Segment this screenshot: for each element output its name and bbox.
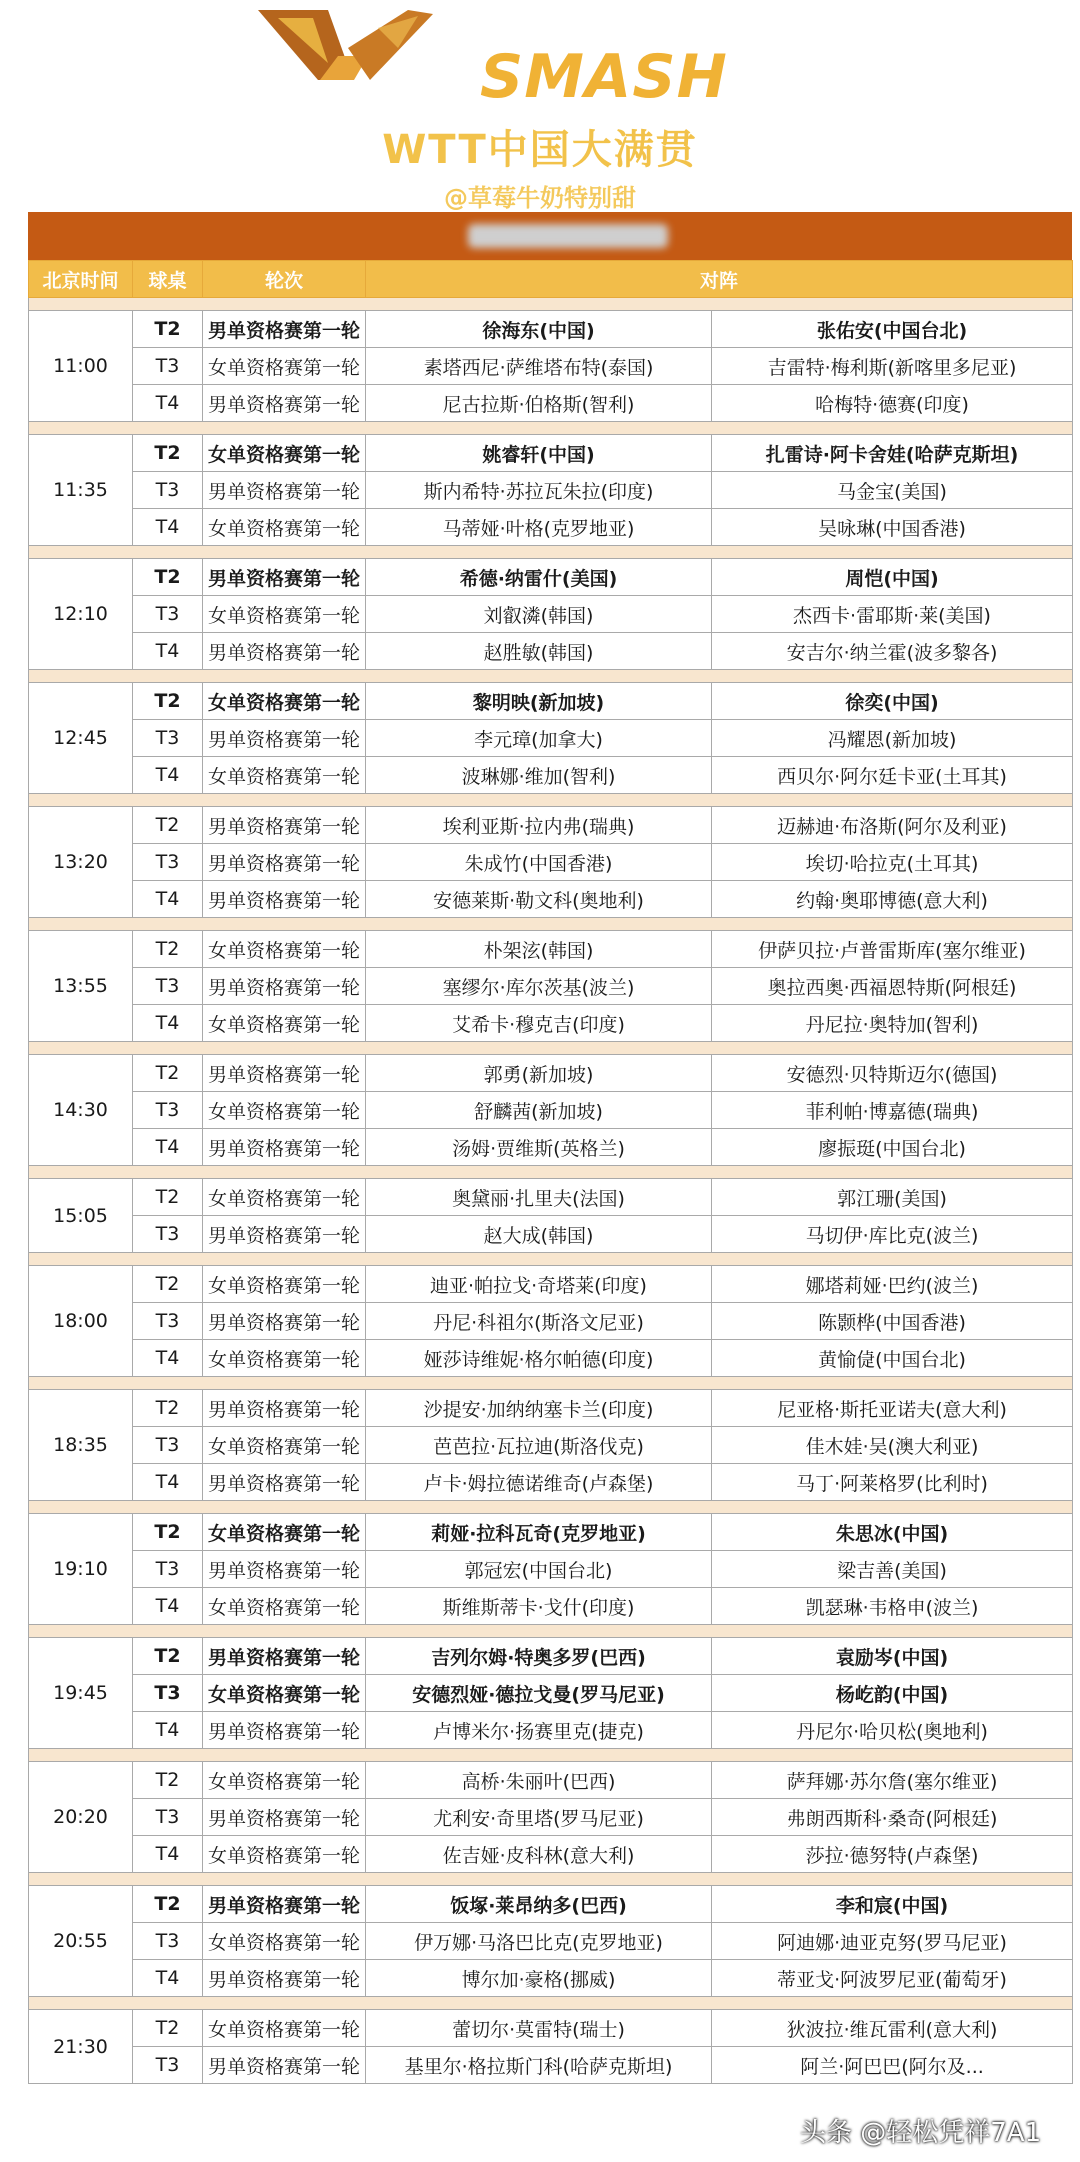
round-cell: 女单资格赛第一轮 [203, 2010, 366, 2047]
table-number-cell: T3 [133, 472, 203, 509]
round-cell: 女单资格赛第一轮 [203, 1340, 366, 1377]
table-row [29, 968, 1073, 1005]
table-number-cell: T3 [133, 968, 203, 1005]
player1-cell: 尤利安·奇里塔(罗马尼亚) [366, 1799, 712, 1836]
group-separator [29, 1997, 1073, 2010]
player2-cell: 安吉尔·纳兰霍(波多黎各) [712, 633, 1073, 670]
table-number-cell: T3 [133, 1303, 203, 1340]
table-row [29, 348, 1073, 385]
separator-cell [29, 1377, 1073, 1390]
player1-cell: 安德莱斯·勒文科(奥地利) [366, 881, 712, 918]
round-cell: 男单资格赛第一轮 [203, 1303, 366, 1340]
separator-cell [29, 546, 1073, 559]
player1-cell: 姚睿轩(中国) [366, 435, 712, 472]
table-row [29, 435, 1073, 472]
table-number-cell: T4 [133, 881, 203, 918]
player2-cell: 阿迪娜·迪亚克努(罗马尼亚) [712, 1923, 1073, 1960]
player1-cell: 埃利亚斯·拉内弗(瑞典) [366, 807, 712, 844]
table-row [29, 1960, 1073, 1997]
time-cell: 12:45 [29, 683, 133, 794]
table-number-cell: T3 [133, 1551, 203, 1588]
group-separator [29, 1166, 1073, 1179]
round-cell: 男单资格赛第一轮 [203, 472, 366, 509]
round-cell: 女单资格赛第一轮 [203, 931, 366, 968]
time-cell: 13:55 [29, 931, 133, 1042]
player2-cell: 廖振珽(中国台北) [712, 1129, 1073, 1166]
table-row [29, 683, 1073, 720]
time-cell: 19:10 [29, 1514, 133, 1625]
table-row [29, 1340, 1073, 1377]
round-cell: 男单资格赛第一轮 [203, 1216, 366, 1253]
player2-cell: 吴咏琳(中国香港) [712, 509, 1073, 546]
separator-cell [29, 1253, 1073, 1266]
table-number-cell: T4 [133, 385, 203, 422]
table-row [29, 559, 1073, 596]
player1-cell: 赵胜敏(韩国) [366, 633, 712, 670]
player1-cell: 饭塚·莱昂纳多(巴西) [366, 1886, 712, 1923]
group-separator [29, 1749, 1073, 1762]
round-cell: 女单资格赛第一轮 [203, 348, 366, 385]
player2-cell: 张佑安(中国台北) [712, 311, 1073, 348]
round-cell: 女单资格赛第一轮 [203, 1092, 366, 1129]
player1-cell: 波琳娜·维加(智利) [366, 757, 712, 794]
time-cell: 20:20 [29, 1762, 133, 1873]
round-cell: 女单资格赛第一轮 [203, 1588, 366, 1625]
time-cell: 14:30 [29, 1055, 133, 1166]
player2-cell: 弗朗西斯科·桑奇(阿根廷) [712, 1799, 1073, 1836]
player2-cell: 奥拉西奥·西福恩特斯(阿根廷) [712, 968, 1073, 1005]
table-row [29, 1836, 1073, 1873]
time-cell: 13:20 [29, 807, 133, 918]
brand-logo-text: SMASH [480, 42, 728, 112]
table-row [29, 1092, 1073, 1129]
round-cell: 女单资格赛第一轮 [203, 1266, 366, 1303]
player1-cell: 朱成竹(中国香港) [366, 844, 712, 881]
player2-cell: 萨拜娜·苏尔詹(塞尔维亚) [712, 1762, 1073, 1799]
table-row [29, 1799, 1073, 1836]
round-cell: 女单资格赛第一轮 [203, 435, 366, 472]
player1-cell: 汤姆·贾维斯(英格兰) [366, 1129, 712, 1166]
player1-cell: 吉列尔姆·特奥多罗(巴西) [366, 1638, 712, 1675]
time-cell: 18:35 [29, 1390, 133, 1501]
table-number-cell: T2 [133, 435, 203, 472]
group-separator [29, 1873, 1073, 1886]
group-separator [29, 1501, 1073, 1514]
separator-cell [29, 670, 1073, 683]
separator-cell [29, 1873, 1073, 1886]
player1-cell: 赵大成(韩国) [366, 1216, 712, 1253]
round-cell: 男单资格赛第一轮 [203, 968, 366, 1005]
table-number-cell: T3 [133, 720, 203, 757]
table-number-cell: T4 [133, 633, 203, 670]
round-cell: 男单资格赛第一轮 [203, 385, 366, 422]
player2-cell: 丹尼尔·哈贝松(奥地利) [712, 1712, 1073, 1749]
player2-cell: 郭江珊(美国) [712, 1179, 1073, 1216]
table-row [29, 1055, 1073, 1092]
table-row [29, 2047, 1073, 2084]
table-number-cell: T3 [133, 1427, 203, 1464]
player1-cell: 徐海东(中国) [366, 311, 712, 348]
table-number-cell: T2 [133, 931, 203, 968]
group-separator [29, 1253, 1073, 1266]
time-cell: 11:00 [29, 311, 133, 422]
group-separator [29, 1042, 1073, 1055]
player1-cell: 佐吉娅·皮科林(意大利) [366, 1836, 712, 1873]
separator-cell [29, 1749, 1073, 1762]
table-row [29, 1303, 1073, 1340]
round-cell: 女单资格赛第一轮 [203, 1836, 366, 1873]
player1-cell: 郭勇(新加坡) [366, 1055, 712, 1092]
table-number-cell: T4 [133, 1129, 203, 1166]
page-title: WTT中国大满贯 [382, 127, 698, 173]
table-number-cell: T4 [133, 1005, 203, 1042]
round-cell: 男单资格赛第一轮 [203, 1055, 366, 1092]
table-row [29, 757, 1073, 794]
table-row [29, 1514, 1073, 1551]
player1-cell: 沙提安·加纳纳塞卡兰(印度) [366, 1390, 712, 1427]
player1-cell: 斯维斯蒂卡·戈什(印度) [366, 1588, 712, 1625]
header-matchup: 对阵 [366, 261, 1073, 298]
round-cell: 女单资格赛第一轮 [203, 1427, 366, 1464]
table-number-cell: T4 [133, 1340, 203, 1377]
group-separator [29, 1625, 1073, 1638]
player1-cell: 娅莎诗维妮·格尔帕德(印度) [366, 1340, 712, 1377]
separator-cell [29, 1625, 1073, 1638]
player2-cell: 朱思冰(中国) [712, 1514, 1073, 1551]
separator-cell [29, 298, 1073, 311]
table-row [29, 1266, 1073, 1303]
player2-cell: 娜塔莉娅·巴约(波兰) [712, 1266, 1073, 1303]
round-cell: 男单资格赛第一轮 [203, 1638, 366, 1675]
table-number-cell: T3 [133, 596, 203, 633]
player1-cell: 伊万娜·马洛巴比克(克罗地亚) [366, 1923, 712, 1960]
table-number-cell: T2 [133, 1055, 203, 1092]
table-row [29, 311, 1073, 348]
player2-cell: 陈颢桦(中国香港) [712, 1303, 1073, 1340]
group-separator [29, 422, 1073, 435]
table-number-cell: T2 [133, 1514, 203, 1551]
player2-cell: 西贝尔·阿尔廷卡亚(土耳其) [712, 757, 1073, 794]
player1-cell: 奥黛丽·扎里夫(法国) [366, 1179, 712, 1216]
table-number-cell: T2 [133, 2010, 203, 2047]
player2-cell: 尼亚格·斯托亚诺夫(意大利) [712, 1390, 1073, 1427]
player2-cell: 梁吉善(美国) [712, 1551, 1073, 1588]
table-row [29, 807, 1073, 844]
header-round: 轮次 [203, 261, 366, 298]
player2-cell: 哈梅特·德赛(印度) [712, 385, 1073, 422]
table-number-cell: T2 [133, 807, 203, 844]
player1-cell: 艾希卡·穆克吉(印度) [366, 1005, 712, 1042]
author-handle: @草莓牛奶特别甜 [444, 184, 636, 212]
time-cell: 18:00 [29, 1266, 133, 1377]
round-cell: 女单资格赛第一轮 [203, 509, 366, 546]
player1-cell: 安德烈娅·德拉戈曼(罗马尼亚) [366, 1675, 712, 1712]
table-row [29, 881, 1073, 918]
player1-cell: 马蒂娅·叶格(克罗地亚) [366, 509, 712, 546]
round-cell: 女单资格赛第一轮 [203, 1514, 366, 1551]
player2-cell: 冯耀恩(新加坡) [712, 720, 1073, 757]
round-cell: 男单资格赛第一轮 [203, 1799, 366, 1836]
player2-cell: 周恺(中国) [712, 559, 1073, 596]
header-time: 北京时间 [29, 261, 133, 298]
time-cell: 12:10 [29, 559, 133, 670]
player1-cell: 李元璋(加拿大) [366, 720, 712, 757]
table-row [29, 1588, 1073, 1625]
time-cell: 21:30 [29, 2010, 133, 2084]
table-row [29, 931, 1073, 968]
player2-cell: 阿兰·阿巴巴(阿尔及... [712, 2047, 1073, 2084]
table-number-cell: T2 [133, 1762, 203, 1799]
table-row [29, 1390, 1073, 1427]
group-separator [29, 546, 1073, 559]
round-cell: 女单资格赛第一轮 [203, 1923, 366, 1960]
player1-cell: 素塔西尼·萨维塔布特(泰国) [366, 348, 712, 385]
separator-cell [29, 794, 1073, 807]
table-number-cell: T2 [133, 1179, 203, 1216]
player2-cell: 杰西卡·雷耶斯·莱(美国) [712, 596, 1073, 633]
table-number-cell: T2 [133, 559, 203, 596]
player2-cell: 莎拉·德努特(卢森堡) [712, 1836, 1073, 1873]
round-cell: 女单资格赛第一轮 [203, 1179, 366, 1216]
round-cell: 男单资格赛第一轮 [203, 844, 366, 881]
table-number-cell: T4 [133, 1836, 203, 1873]
player2-cell: 马丁·阿莱格罗(比利时) [712, 1464, 1073, 1501]
player1-cell: 卢博米尔·扬赛里克(捷克) [366, 1712, 712, 1749]
player1-cell: 基里尔·格拉斯门科(哈萨克斯坦) [366, 2047, 712, 2084]
table-number-cell: T3 [133, 2047, 203, 2084]
schedule-body [29, 298, 1073, 2084]
table-number-cell: T3 [133, 844, 203, 881]
table-number-cell: T4 [133, 1712, 203, 1749]
separator-cell [29, 1166, 1073, 1179]
table-row [29, 1762, 1073, 1799]
table-row [29, 1712, 1073, 1749]
table-row [29, 1216, 1073, 1253]
table-header-row [29, 261, 1073, 298]
round-cell: 男单资格赛第一轮 [203, 1129, 366, 1166]
table-row [29, 1923, 1073, 1960]
table-row [29, 596, 1073, 633]
player1-cell: 塞缪尔·库尔茨基(波兰) [366, 968, 712, 1005]
player2-cell: 佳木娃·吴(澳大利亚) [712, 1427, 1073, 1464]
round-cell: 男单资格赛第一轮 [203, 633, 366, 670]
table-number-cell: T2 [133, 1886, 203, 1923]
wtt-logo-icon [258, 8, 458, 88]
table-row [29, 1638, 1073, 1675]
player2-cell: 马金宝(美国) [712, 472, 1073, 509]
round-cell: 男单资格赛第一轮 [203, 559, 366, 596]
player2-cell: 凯瑟琳·韦格申(波兰) [712, 1588, 1073, 1625]
player2-cell: 约翰·奥耶博德(意大利) [712, 881, 1073, 918]
table-row [29, 1129, 1073, 1166]
separator-cell [29, 1997, 1073, 2010]
table-row [29, 1179, 1073, 1216]
player1-cell: 莉娅·拉科瓦奇(克罗地亚) [366, 1514, 712, 1551]
watermark: 头条 @轻松凭祥7A1 [800, 2118, 1042, 2148]
table-row [29, 385, 1073, 422]
player1-cell: 舒麟茜(新加坡) [366, 1092, 712, 1129]
round-cell: 女单资格赛第一轮 [203, 1675, 366, 1712]
table-number-cell: T4 [133, 509, 203, 546]
player1-cell: 芭芭拉·瓦拉迪(斯洛伐克) [366, 1427, 712, 1464]
round-cell: 女单资格赛第一轮 [203, 757, 366, 794]
player2-cell: 菲利帕·博嘉德(瑞典) [712, 1092, 1073, 1129]
banner-bar [28, 212, 1072, 260]
player2-cell: 扎雷诗·阿卡舍娃(哈萨克斯坦) [712, 435, 1073, 472]
player1-cell: 刘叡潾(韩国) [366, 596, 712, 633]
table-row [29, 509, 1073, 546]
table-row [29, 1886, 1073, 1923]
round-cell: 女单资格赛第一轮 [203, 596, 366, 633]
table-row [29, 1005, 1073, 1042]
round-cell: 男单资格赛第一轮 [203, 1886, 366, 1923]
player2-cell: 马切伊·库比克(波兰) [712, 1216, 1073, 1253]
group-separator [29, 670, 1073, 683]
round-cell: 男单资格赛第一轮 [203, 720, 366, 757]
table-row [29, 1464, 1073, 1501]
player1-cell: 黎明映(新加坡) [366, 683, 712, 720]
table-row [29, 472, 1073, 509]
table-row [29, 1427, 1073, 1464]
player2-cell: 徐奕(中国) [712, 683, 1073, 720]
round-cell: 男单资格赛第一轮 [203, 1712, 366, 1749]
round-cell: 男单资格赛第一轮 [203, 807, 366, 844]
player2-cell: 杨屹韵(中国) [712, 1675, 1073, 1712]
player2-cell: 蒂亚戈·阿波罗尼亚(葡萄牙) [712, 1960, 1073, 1997]
table-number-cell: T2 [133, 1390, 203, 1427]
separator-cell [29, 1501, 1073, 1514]
table-row [29, 1675, 1073, 1712]
table-row [29, 2010, 1073, 2047]
player1-cell: 尼古拉斯·伯格斯(智利) [366, 385, 712, 422]
table-number-cell: T4 [133, 757, 203, 794]
player2-cell: 袁励岑(中国) [712, 1638, 1073, 1675]
table-number-cell: T3 [133, 1923, 203, 1960]
round-cell: 男单资格赛第一轮 [203, 881, 366, 918]
round-cell: 女单资格赛第一轮 [203, 1762, 366, 1799]
table-number-cell: T4 [133, 1464, 203, 1501]
separator-cell [29, 1042, 1073, 1055]
table-number-cell: T2 [133, 1638, 203, 1675]
player1-cell: 高桥·朱丽叶(巴西) [366, 1762, 712, 1799]
table-row [29, 633, 1073, 670]
schedule-table [28, 260, 1073, 2084]
separator-cell [29, 422, 1073, 435]
round-cell: 女单资格赛第一轮 [203, 683, 366, 720]
time-cell: 20:55 [29, 1886, 133, 1997]
separator-cell [29, 918, 1073, 931]
table-number-cell: T2 [133, 683, 203, 720]
table-row [29, 844, 1073, 881]
player1-cell: 希德·纳雷什(美国) [366, 559, 712, 596]
player2-cell: 狄波拉·维瓦雷利(意大利) [712, 2010, 1073, 2047]
group-separator [29, 298, 1073, 311]
table-number-cell: T4 [133, 1960, 203, 1997]
table-number-cell: T3 [133, 1675, 203, 1712]
table-number-cell: T3 [133, 1799, 203, 1836]
group-separator [29, 1377, 1073, 1390]
player2-cell: 黄愉偼(中国台北) [712, 1340, 1073, 1377]
round-cell: 男单资格赛第一轮 [203, 311, 366, 348]
round-cell: 女单资格赛第一轮 [203, 1005, 366, 1042]
group-separator [29, 794, 1073, 807]
blurred-subtitle [468, 224, 668, 248]
player2-cell: 丹尼拉·奥特加(智利) [712, 1005, 1073, 1042]
player1-cell: 迪亚·帕拉戈·奇塔莱(印度) [366, 1266, 712, 1303]
player2-cell: 伊萨贝拉·卢普雷斯库(塞尔维亚) [712, 931, 1073, 968]
header [0, 0, 1080, 212]
player1-cell: 朴架泫(韩国) [366, 931, 712, 968]
header-table: 球桌 [133, 261, 203, 298]
player2-cell: 吉雷特·梅利斯(新喀里多尼亚) [712, 348, 1073, 385]
group-separator [29, 918, 1073, 931]
time-cell: 19:45 [29, 1638, 133, 1749]
table-number-cell: T4 [133, 1588, 203, 1625]
table-number-cell: T3 [133, 348, 203, 385]
table-number-cell: T2 [133, 1266, 203, 1303]
table-number-cell: T3 [133, 1092, 203, 1129]
round-cell: 男单资格赛第一轮 [203, 1464, 366, 1501]
player1-cell: 卢卡·姆拉德诺维奇(卢森堡) [366, 1464, 712, 1501]
time-cell: 15:05 [29, 1179, 133, 1253]
round-cell: 男单资格赛第一轮 [203, 1551, 366, 1588]
round-cell: 男单资格赛第一轮 [203, 1960, 366, 1997]
table-row [29, 720, 1073, 757]
player2-cell: 埃切·哈拉克(土耳其) [712, 844, 1073, 881]
player1-cell: 斯内希特·苏拉瓦朱拉(印度) [366, 472, 712, 509]
player1-cell: 郭冠宏(中国台北) [366, 1551, 712, 1588]
player1-cell: 博尔加·豪格(挪威) [366, 1960, 712, 1997]
table-row [29, 1551, 1073, 1588]
time-cell: 11:35 [29, 435, 133, 546]
player1-cell: 蕾切尔·莫雷特(瑞士) [366, 2010, 712, 2047]
table-number-cell: T3 [133, 1216, 203, 1253]
player2-cell: 迈赫迪·布洛斯(阿尔及利亚) [712, 807, 1073, 844]
player1-cell: 丹尼·科祖尔(斯洛文尼亚) [366, 1303, 712, 1340]
player2-cell: 李和宸(中国) [712, 1886, 1073, 1923]
round-cell: 男单资格赛第一轮 [203, 1390, 366, 1427]
round-cell: 男单资格赛第一轮 [203, 2047, 366, 2084]
table-number-cell: T2 [133, 311, 203, 348]
player2-cell: 安德烈·贝特斯迈尔(德国) [712, 1055, 1073, 1092]
